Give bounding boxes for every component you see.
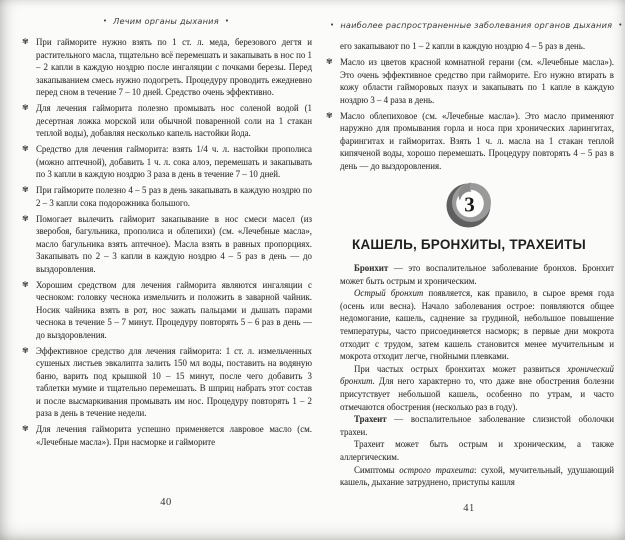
flower-bullet-icon: ✾ bbox=[22, 424, 29, 433]
body-paragraph: Трахеит — воспалительное заболевание слизистой оболочки трахеи. bbox=[340, 414, 614, 437]
body-paragraph: Трахеит может быть острым и хроническим, а также аллергическим. bbox=[340, 439, 614, 462]
remedy-item-text: Помогает вылечить гайморит закапывание в нос смеси масел (из зверобоя, багульника, прополиса и облепихи) (см. «Лечебные масла», масло багульника взять аптечное). Масла взять в равных пропорциях. Закапывать по 2 – 3 капли в каждую ноздрю 4 – 5 раз в день — до выздоровления. bbox=[36, 213, 312, 274]
page-right bbox=[324, 20, 623, 489]
remedy-item-text: Эффективное средство для лечения гайморита: 1 ст. л. измельченных сушеных листьев эвкалипта залить 150 мл воды, поставить на водяную баню, варить под крышкой 10 – 15 минут, после чего добавить 3 таблетки мумие и тщательно перемешать. В шприц набрать этот состав и после высмаркивания промывать им нос. Процедуру повторять 1 – 2 раза в день в течение недели. bbox=[36, 345, 312, 418]
chapter-number: 3 bbox=[463, 192, 475, 217]
remedy-list-left bbox=[22, 36, 312, 448]
chapter-number-badge bbox=[446, 181, 493, 228]
remedy-item-text: Масло из цветов красной комнатной герани (см. «Лечебные масла»). Это очень эффективное средство при гайморите. Его нужно втирать в кожу области гайморовых пазух и закапывать по 1 капле в каждую ноздрю 3 – 4 раза в день. bbox=[340, 57, 614, 105]
running-head-bullet-icon: • bbox=[224, 17, 230, 25]
remedy-item bbox=[22, 279, 312, 342]
remedy-item bbox=[22, 143, 312, 181]
body-paragraph: Острый бронхит появляется, как правило, в сырое время года (осень или весна). Начало заболевания острое: появляются общее недомогание, кашель, саднение за грудиной, небольшое повышение температуры, часто присоединяется насморк; в первые дни мокрота отходит с трудом, затем кашель становится менее мучительным и мокрота отходит легче, гнойными плевками. bbox=[340, 288, 615, 362]
remedy-item-text: Средство для лечения гайморита: взять 1/4 ч. л. настойки прополиса (можно аптечной), добавить 1 ч. л. сока алоэ, перемешать и закапывать по 3 капли в каждую ноздрю 3 раза в день в течение 7 – 10 дней. bbox=[36, 144, 312, 179]
remedy-item-text: Хорошим средством для лечения гайморита являются ингаляции с чесноком: головку чеснока измельчить и положить в заварной чайник. Носик чайника взять в рот, нос зажать пальцами и дышать парами чеснока в течение 5 – 7 минут. Процедуру повторять 5 – 6 раз в день — до выздоровления. bbox=[36, 279, 312, 340]
running-head-bullet-icon: • bbox=[618, 21, 623, 29]
page-number-left: 40 bbox=[160, 497, 172, 508]
remedy-item bbox=[326, 56, 614, 106]
remedy-item-text: При гайморите полезно 4 – 5 раз в день закапывать в каждую ноздрю по 2 – 3 капли сока подорожника большого. bbox=[36, 185, 312, 208]
remedy-item bbox=[22, 423, 312, 448]
chapter-badge-wrap bbox=[324, 181, 614, 233]
page-number-right: 41 bbox=[463, 503, 475, 514]
running-head-bullet-icon: • bbox=[330, 21, 335, 29]
remedy-item-text: Для лечения гайморита успешно применяется лавровое масло (см. «Лечебные масла»). При насморке и гайморите bbox=[36, 424, 312, 447]
running-head-right bbox=[324, 20, 623, 30]
remedy-item-text: Для лечения гайморита полезно промывать нос соленой водой (1 десертная ложка морской или обычной поваренной соли на 1 стакан теплой воды), добавляя несколько капель настойки йода. bbox=[36, 103, 312, 138]
flower-bullet-icon: ✾ bbox=[22, 37, 29, 46]
flower-bullet-icon: ✾ bbox=[326, 110, 333, 120]
running-head-text: наиболее распространенные заболевания органов дыхания bbox=[340, 20, 613, 30]
running-head-text: Лечим органы дыхания bbox=[113, 16, 219, 26]
remedy-item bbox=[22, 184, 312, 209]
remedy-item bbox=[22, 345, 312, 420]
running-head-left bbox=[20, 16, 312, 26]
page-left bbox=[20, 16, 312, 452]
continuation-paragraph: его закапывают по 1 – 2 капли в каждую ноздрю 4 – 5 раз в день. bbox=[340, 41, 586, 51]
body-paragraph: Симптомы острого трахеита: сухой, мучительный, удушающий кашель, дыхание затруднено, приступы кашля bbox=[340, 464, 614, 488]
remedy-item bbox=[22, 213, 312, 276]
remedy-list-right bbox=[326, 56, 614, 172]
flower-bullet-icon: ✾ bbox=[22, 345, 29, 355]
running-head-bullet-icon: • bbox=[102, 17, 108, 25]
flower-bullet-icon: ✾ bbox=[22, 144, 29, 153]
chapter-body bbox=[340, 262, 614, 489]
remedy-item bbox=[326, 110, 614, 173]
flower-bullet-icon: ✾ bbox=[326, 57, 333, 66]
chapter-title: КАШЕЛЬ, БРОНХИТЫ, ТРАХЕИТЫ bbox=[352, 237, 586, 252]
flower-bullet-icon: ✾ bbox=[22, 279, 29, 289]
body-paragraph: При частых острых бронхитах может развиться хронический бронхит. Для него характерно то, что даже вне обострения болезни присутствует небольшой кашель, особенно по утрам, и часто отмечаются обострения (несколько раз в году). bbox=[340, 363, 614, 412]
remedy-item-text: Масло облепиховое (см. «Лечебные масла»). Это масло применяют наружно для промывания горла и носа при хронических ларингитах, фарингитах и гайморитах. Взять 1 ч. л. масла на 1 стакан теплой кипяченой воды, хорошо перемешать. Процедуру повторять 4 – 5 раз в день — до выздоровления. bbox=[340, 110, 614, 171]
flower-bullet-icon: ✾ bbox=[22, 185, 29, 194]
body-paragraph: Бронхит — это воспалительное заболевание бронхов. Бронхит может быть острым и хроническим. bbox=[340, 263, 614, 286]
remedy-item bbox=[22, 102, 312, 140]
remedy-item-text: При гайморите нужно взять по 1 ст. л. меда, березового дегтя и растительного масла, тщательно всё перемешать и закапывать в нос по 1 – 2 капли в каждую ноздрю после ингаляции с почками березы. Перед закапыванием смесь нужно подогреть. Процедуру проводить ежедневно перед сном в течение 7 – 10 дней. Средство очень эффективно. bbox=[36, 37, 312, 97]
flower-bullet-icon: ✾ bbox=[22, 213, 29, 223]
flower-bullet-icon: ✾ bbox=[22, 103, 29, 112]
remedy-item bbox=[22, 36, 312, 99]
